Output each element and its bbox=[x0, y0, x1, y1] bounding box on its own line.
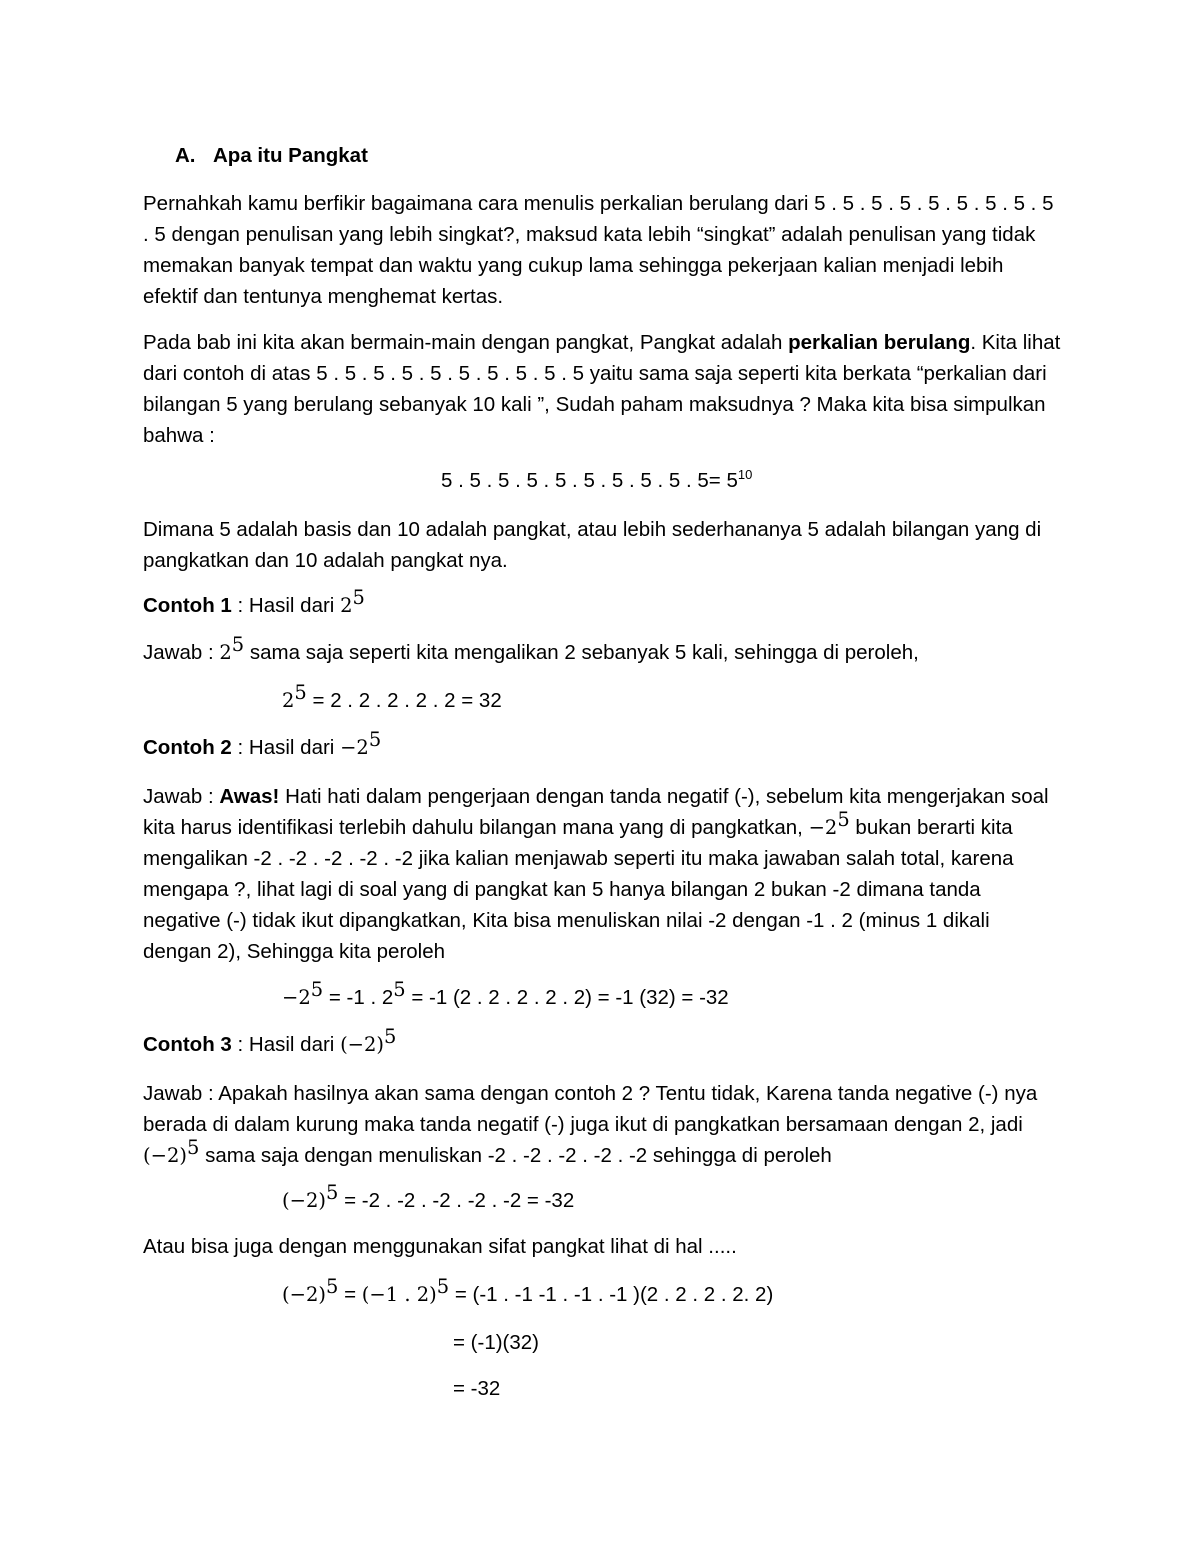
alt-eq1-equals: = bbox=[338, 1283, 362, 1306]
contoh1-jawab-exponent: 5 bbox=[231, 633, 245, 656]
p2-text-before: Pada bab ini kita akan bermain-main dengan pangkat, Pangkat adalah bbox=[143, 331, 789, 354]
contoh1-label: Contoh 1 bbox=[143, 594, 232, 617]
contoh2-inline-exponent: 5 bbox=[837, 808, 850, 831]
contoh2-text-b: bukan berarti kita mengalikan -2 . -2 . -2 . -2 . -2 jika kalian menjawab seperti itu maka jawaban salah total, karena mengapa ?, lihat lagi di soal yang di pangkat kan 5 hanya bilangan 2 bukan -2 dimana tanda negative (-) tidak ikut dipangkatkan, Kita bisa menuliskan nilai -2 dengan -1 . 2 (minus 1 dikali dengan 2), Sehingga kita peroleh bbox=[143, 816, 1014, 963]
contoh3-eq-rest: = -2 . -2 . -2 . -2 . -2 = -32 bbox=[338, 1189, 575, 1212]
contoh1-jawab-label: Jawab : bbox=[143, 641, 220, 664]
contoh3-eq-exponent: 5 bbox=[325, 1181, 339, 1204]
contoh1-q-exponent: 5 bbox=[352, 586, 365, 609]
contoh1-eq-exponent: 5 bbox=[294, 681, 307, 704]
contoh3-q-base: (−2) bbox=[340, 1033, 385, 1056]
contoh3-question bbox=[143, 1025, 397, 1057]
contoh3-question-text: : Hasil dari bbox=[231, 1033, 341, 1056]
formula-main bbox=[441, 469, 752, 493]
p2-text-after: . Kita lihat dari contoh di atas 5 . 5 . 5 . 5 . 5 . 5 . 5 . 5 . 5 . 5 yaitu sama saja seperti kita berkata “perkalian dari bilangan 5 yang berulang sebanyak 10 kali ”, Sudah paham maksudnya ? Maka kita bisa simpulkan bahwa : bbox=[143, 331, 1061, 447]
alt-eq1-exponent: 5 bbox=[325, 1275, 339, 1298]
contoh2-jawab-label: Jawab : bbox=[143, 785, 220, 808]
alt-text: Atau bisa juga dengan menggunakan sifat pangkat lihat di hal ..... bbox=[143, 1235, 737, 1258]
alt-equation-2: = (-1)(32) bbox=[453, 1331, 540, 1354]
contoh2-eq-mid: = -1 . 2 bbox=[323, 986, 394, 1009]
contoh3-eq-base: (−2) bbox=[282, 1189, 326, 1212]
contoh1-equation bbox=[282, 681, 502, 713]
section-title: Apa itu Pangkat bbox=[213, 144, 368, 167]
contoh1-question bbox=[143, 586, 365, 618]
contoh2-question-text: : Hasil dari bbox=[231, 736, 341, 759]
p2-bold-term: perkalian berulang bbox=[788, 331, 971, 354]
contoh2-eq-rest: = -1 (2 . 2 . 2 . 2 . 2) = -1 (32) = -32 bbox=[405, 986, 729, 1009]
intro-paragraph-3: Dimana 5 adalah basis dan 10 adalah pangkat, atau lebih sederhananya 5 adalah bilangan yang di pangkatkan dan 10 adalah pangkat nya. bbox=[143, 518, 1042, 572]
intro-paragraph-1: Pernahkah kamu berfikir bagaimana cara menulis perkalian berulang dari 5 . 5 . 5 . 5 . 5 . 5 . 5 . 5 . 5 . 5 dengan penulisan yang lebih singkat?, maksud kata lebih “singkat” adalah penulisan yang tidak memakan banyak tempat dan waktu yang cukup lama sehingga pekerjaan kalian menjadi lebih efektif dan tentunya menghemat kertas. bbox=[143, 192, 1054, 308]
contoh3-text-a: Jawab : Apakah hasilnya akan sama dengan contoh 2 ? Tentu tidak, Karena tanda negative (-) nya berada di dalam kurung maka tanda negatif (-) juga ikut di pangkatkan bersamaan dengan 2, jadi bbox=[143, 1082, 1038, 1136]
contoh2-inline-base: −2 bbox=[808, 816, 838, 839]
alt-eq1-base-2: (−1 . 2) bbox=[361, 1283, 437, 1306]
contoh1-eq-base: 2 bbox=[282, 689, 295, 712]
formula-main-exponent: 10 bbox=[737, 467, 753, 482]
alt-equation-1 bbox=[282, 1275, 774, 1307]
contoh3-q-exponent: 5 bbox=[384, 1025, 397, 1048]
contoh1-answer bbox=[143, 633, 919, 665]
alt-eq1-rest: = (-1 . -1 -1 . -1 . -1 )(2 . 2 . 2 . 2. 2) bbox=[449, 1283, 774, 1306]
contoh1-question-text: : Hasil dari bbox=[231, 594, 341, 617]
contoh2-answer bbox=[143, 781, 1063, 967]
contoh3-answer bbox=[143, 1078, 1063, 1171]
contoh2-eq-exponent: 5 bbox=[310, 978, 324, 1001]
contoh2-q-exponent: 5 bbox=[368, 728, 382, 751]
contoh2-eq-base: −2 bbox=[282, 986, 311, 1009]
contoh1-jawab-base: 2 bbox=[219, 641, 232, 664]
contoh3-equation bbox=[282, 1181, 575, 1213]
contoh2-question bbox=[143, 728, 382, 760]
section-number: A. bbox=[175, 144, 196, 167]
contoh2-eq-exponent-2: 5 bbox=[393, 978, 406, 1001]
intro-paragraph-2 bbox=[143, 327, 1063, 451]
contoh1-q-base: 2 bbox=[340, 594, 353, 617]
contoh2-awas: Awas! bbox=[219, 785, 280, 808]
contoh1-eq-rest: = 2 . 2 . 2 . 2 . 2 = 32 bbox=[306, 689, 502, 712]
section-heading bbox=[175, 144, 368, 168]
formula-main-text: 5 . 5 . 5 . 5 . 5 . 5 . 5 . 5 . 5 . 5= 5 bbox=[441, 469, 738, 492]
contoh3-inline-base: (−2) bbox=[143, 1144, 187, 1167]
alt-equation-3: = -32 bbox=[453, 1377, 501, 1400]
contoh3-text-b: sama saja dengan menuliskan -2 . -2 . -2 . -2 . -2 sehingga di peroleh bbox=[199, 1144, 832, 1167]
contoh2-equation bbox=[282, 978, 729, 1010]
alt-eq1-exponent-2: 5 bbox=[436, 1275, 450, 1298]
contoh1-jawab-text: sama saja seperti kita mengalikan 2 sebanyak 5 kali, sehingga di peroleh, bbox=[244, 641, 919, 664]
contoh3-inline-exponent: 5 bbox=[186, 1136, 200, 1159]
contoh2-text-a: Hati hati dalam pengerjaan dengan tanda negatif (-), sebelum kita mengerjakan soal kita harus identifikasi terlebih dahulu bilangan mana yang di pangkatkan, bbox=[143, 785, 1049, 839]
alt-eq1-base: (−2) bbox=[282, 1283, 326, 1306]
contoh3-label: Contoh 3 bbox=[143, 1033, 232, 1056]
contoh2-q-base: −2 bbox=[340, 736, 369, 759]
contoh2-label: Contoh 2 bbox=[143, 736, 232, 759]
